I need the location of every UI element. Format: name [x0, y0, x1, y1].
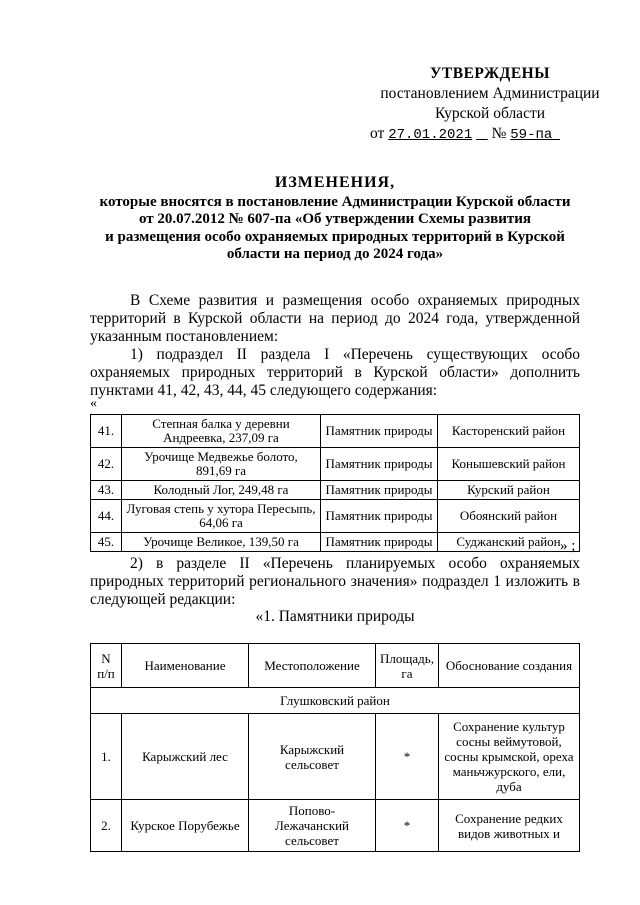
table-row [91, 415, 580, 448]
row-area: * [376, 800, 439, 852]
cell-name: Луговая степь у хутора Пересыпь, 64,06 га [122, 500, 321, 533]
approval-line-2: постановлением Администрации [380, 85, 600, 102]
cell-category: Памятник природы [321, 448, 438, 481]
row-name: Курское Порубежье [122, 800, 249, 852]
header-num: N п/п [91, 644, 122, 688]
paragraph-intro: В Схеме развития и размещения особо охраняемых природных территорий в Курской области на период до 2024 года, утвержденной указанным постановлением: [90, 292, 580, 345]
table-row [91, 500, 580, 533]
row-name: Карыжский лес [122, 714, 249, 800]
number-prefix: № [491, 125, 507, 142]
approval-line-3: Курской области [434, 105, 546, 122]
table-row [91, 481, 580, 500]
row-reason: Сохранение редких видов животных и [438, 800, 579, 852]
header-area: Площадь, га [376, 644, 439, 688]
row-location: Карыжский сельсовет [249, 714, 376, 800]
table-row [91, 448, 580, 481]
cell-category: Памятник природы [321, 533, 438, 552]
group-row [91, 688, 580, 714]
cell-name: Урочище Медвежье болото, 891,69 га [122, 448, 321, 481]
paragraph-item-1: 1) подраздел II раздела I «Перечень существующих особо охраняемых природных территорий в Курской области» дополнить пунктами 41, 42, 43, 44, 45 следующего содержания: [90, 346, 580, 399]
heading-line-1: которые вносятся в постановление Администрации Курской области [99, 193, 571, 210]
date-prefix: от [370, 125, 385, 142]
cell-category: Памятник природы [321, 415, 438, 448]
group-district: Глушковский район [91, 688, 580, 714]
decree-date: 27.01.2021 [388, 127, 473, 143]
cell-district: Суджанский район [438, 533, 580, 552]
heading-title: ИЗМЕНЕНИЯ, [274, 174, 396, 191]
header-reason: Обоснование создания [438, 644, 579, 688]
cell-district: Конышевский район [438, 448, 580, 481]
cell-num: 41. [91, 415, 122, 448]
subsection-title: «1. Памятники природы [255, 608, 415, 625]
cell-name: Степная балка у деревни Андреевка, 237,09 га [122, 415, 321, 448]
decree-number: 59-па [510, 127, 553, 143]
row-reason: Сохранение культур сосны веймутовой, сосны крымской, ореха маньчжурского, ели, дуба [438, 714, 579, 800]
cell-name: Колодный Лог, 249,48 га [122, 481, 321, 500]
document-heading [90, 174, 580, 264]
heading-line-4: области на период до 2024 года» [226, 246, 444, 262]
table-header-row [91, 644, 580, 688]
heading-line-3: и размещения особо охраняемых природных территорий в Курской [105, 228, 565, 245]
planned-monuments-table [90, 643, 580, 852]
row-num: 1. [91, 714, 122, 800]
approval-title: УТВЕРЖДЕНЫ [430, 65, 550, 82]
cell-num: 43. [91, 481, 122, 500]
row-location: Попово-Лежачанский сельсовет [249, 800, 376, 852]
cell-category: Памятник природы [321, 481, 438, 500]
header-name: Наименование [122, 644, 249, 688]
approval-stamp [370, 64, 610, 145]
cell-num: 42. [91, 448, 122, 481]
table-row [91, 533, 580, 552]
open-quote: « [90, 396, 97, 411]
cell-num: 44. [91, 500, 122, 533]
cell-name: Урочище Великое, 139,50 га [122, 533, 321, 552]
cell-district: Касторенский район [438, 415, 580, 448]
existing-territories-table [90, 414, 580, 552]
header-location: Местоположение [249, 644, 376, 688]
paragraph-item-2: 2) в разделе II «Перечень планируемых особо охраняемых природных территорий регионального значения» подраздел 1 изложить в следующей редакции: [90, 555, 580, 608]
table-row [91, 800, 580, 852]
close-quote: » ; [560, 538, 576, 554]
table-row [91, 714, 580, 800]
cell-category: Памятник природы [321, 500, 438, 533]
row-area: * [376, 714, 439, 800]
cell-district: Курский район [438, 481, 580, 500]
row-num: 2. [91, 800, 122, 852]
cell-district: Обоянский район [438, 500, 580, 533]
approval-date-line [370, 124, 610, 145]
cell-num: 45. [91, 533, 122, 552]
heading-line-2: от 20.07.2012 № 607-па «Об утверждении Схемы развития [138, 211, 532, 227]
